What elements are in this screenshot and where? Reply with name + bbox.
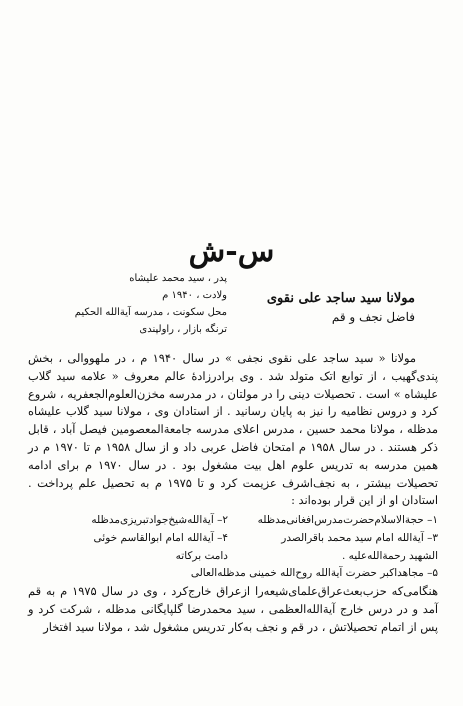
bio-address: ترنگه بازار ، راولپندی <box>139 324 227 335</box>
teacher-5: ۵– مجاهداکبر حضرت آیة‌الله روح‌الله خمینی مدظله‌العالی <box>190 567 438 580</box>
teacher-4: ۴– آیة‌الله امام ابوالقاسم خوئی <box>93 531 228 544</box>
teachers-row-2 <box>28 530 438 548</box>
bio-father: پدر ، سید محمد علیشاه <box>129 273 227 284</box>
bio-birth: ولادت ، ۱۹۴۰ م <box>162 290 227 301</box>
teacher-1: ۱– حجةالاسلام‌حضرت‌مدرس‌افغانی‌مدظله <box>257 514 438 526</box>
biography-paragraph-2: هنگامی‌که حزب‌بعث‌عراق‌علمای‌شیعه‌را ازعراق خارج‌کرد ، وی در سال ۱۹۷۵ م به قم آمد و در درس خارج آیة‌الله‌العظمی ، سید محمدرضا گلپایگانی مدظله ، شرکت کرد و پس از اتمام تحصیلاتش ، در قم و نجف به‌کار تدریس مشغول شد ، مولانا سید افتخار <box>28 584 438 634</box>
bio-summary <box>255 289 415 327</box>
teachers-list <box>28 512 438 583</box>
teacher-2: ۲– آیة‌الله‌شیخ‌جوادتبریزی‌مدظله <box>91 514 228 526</box>
section-heading: س-ش <box>188 234 275 269</box>
bio-details <box>52 270 227 338</box>
teacher-3-suffix: الشهید رحمة‌الله‌علیه . <box>341 549 438 562</box>
biography-body-2 <box>28 583 438 636</box>
teacher-4-suffix: دامت برکاته <box>175 549 228 562</box>
teachers-row-3 <box>28 548 438 566</box>
teachers-row-1 <box>28 512 438 530</box>
biography-paragraph-1: مولانا « سید ساجد علی نقوی نجفی » در سال ۱۹۴۰ م ، در ملهووالی ، بخش پندی‌گهیب ، از توابع اتک متولد شد . وی برادرزادهٔ عالم معروف « علامه سید گلاب علیشاه » است . تحصیلات دینی را در مولتان ، در مدرسه مخزن‌العلوم‌الجعفریه ، شروع کرد و دروس نظامیه را نیز به پایان رسانید . از استادان وی ، مولانا سید گلاب علیشاه مدظله ، مولانا محمد حسین ، مدرس اعلای مدرسه جامعةالمعصومین فیصل آباد ، قابل ذکر هستند . در سال ۱۹۵۸ م امتحان فاضل عربی داد و از سال ۱۹۵۸ م تا ۱۹۷۰ م در همین مدرسه به تدریس علوم اهل بیت مشغول بود . در سال ۱۹۷۰ م برای ادامه تحصیلات بیشتر ، به نجف‌اشرف عزیمت کرد و تا ۱۹۷۵ م به تحصیل علم پرداخت . استادان او از این قرار بوده‌اند : <box>28 351 439 508</box>
scholar-study: فاضل نجف و قم <box>331 310 415 324</box>
biography-body <box>28 350 438 510</box>
scholar-name: مولانا سید ساجد علی نقوی <box>266 291 415 306</box>
bio-residence: محل سکونت ، مدرسه آیة‌الله الحکیم <box>74 307 227 318</box>
teacher-3: ۳– آیة‌الله امام سید محمد باقرالصدر <box>281 531 438 544</box>
